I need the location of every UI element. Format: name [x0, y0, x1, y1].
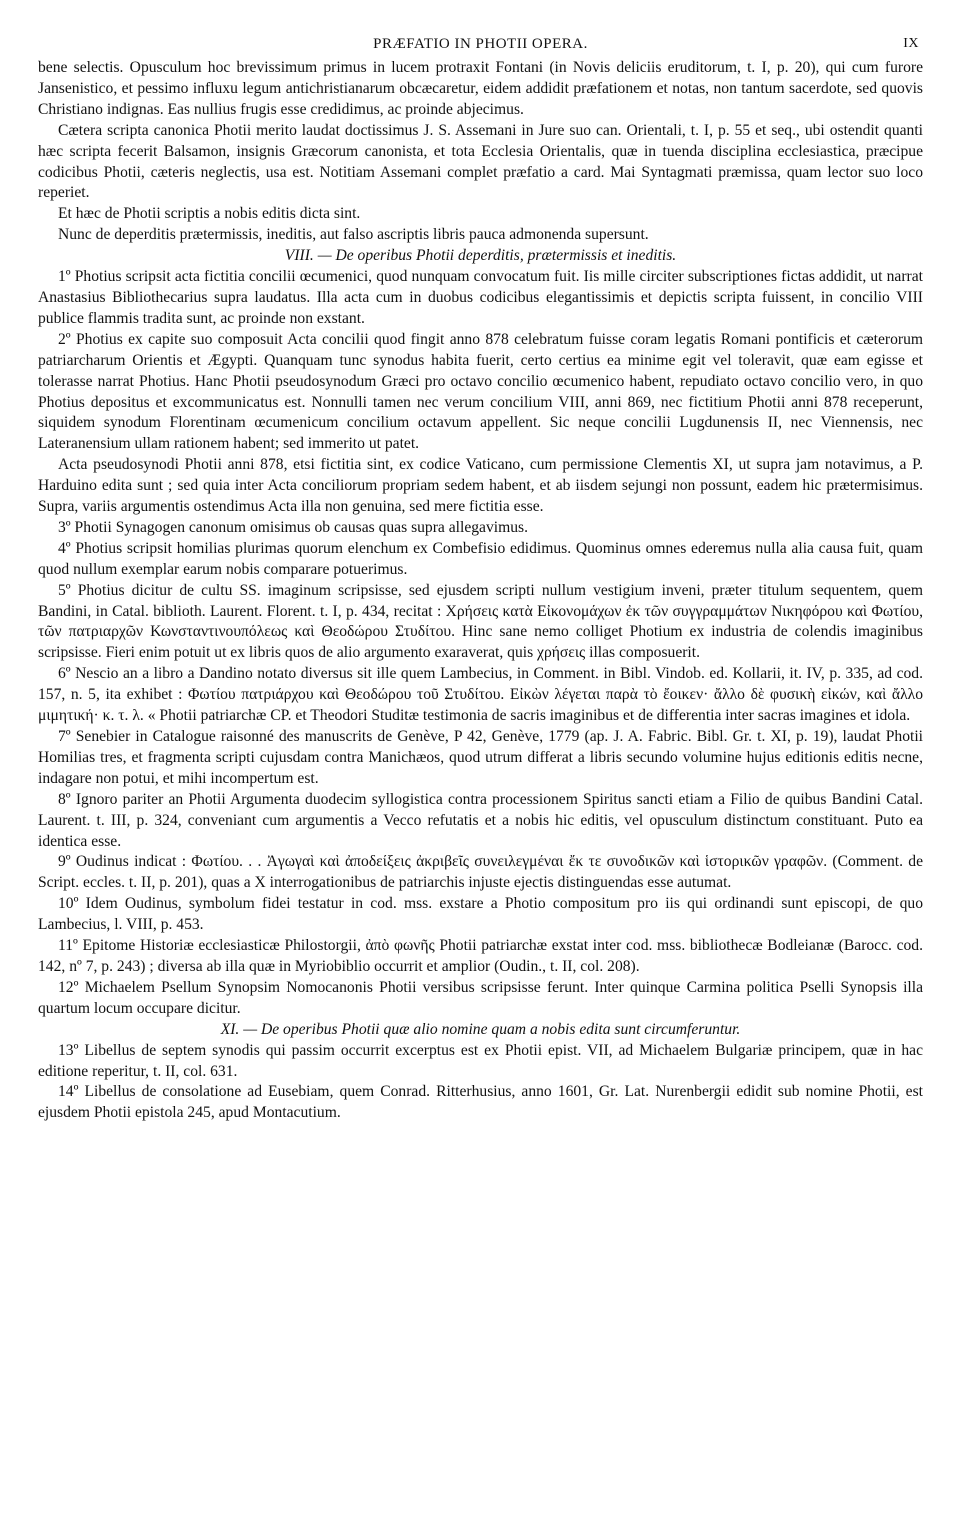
paragraph-item-5: 5º Photius dicitur de cultu SS. imaginum scripsisse, sed ejusdem scripti nullum vestigium inveni, præter titulum sequentem, quem Bandini, in Catal. biblioth. Laurent. Florent. t. I, p. 434, recitat : Χρήσεις κατὰ Εἰκονομάχων ἐκ τῶν συγγραμμάτων Νικηφόρου καὶ Φωτίου, τῶν πατριαρχῶν Κωνσταντινουπόλεως καὶ Θεοδώρου Στυδίτου. Hinc sane nemo colliget Photium ex industria de colendis imaginibus scripsisse. Fieri enim potuit ut ex libris quos de alio argumento exaraverat, quis χρήσεις illas composuerit. — [38, 581, 923, 662]
paragraph-item-2-continued: Acta pseudosynodi Photii anni 878, etsi fictitia sint, ex codice Vaticano, cum permissione Clementis XI, ut supra jam notavimus, a P. Harduino edita sunt ; sed quia inter Acta conciliorum propriam sedem habent, et ab iisdem sejungi non possunt, eadem hic prætermisimus. Supra, variis argumentis ostendimus Acta illa non genuina, sed mere fictitia esse. — [38, 456, 923, 516]
running-title: PRÆFATIO IN PHOTII OPERA. — [373, 36, 588, 52]
page-header — [38, 34, 923, 56]
section-heading-xi: XI. — De operibus Photii quæ alio nomine quam a nobis edita sunt circumferuntur. — [220, 1020, 741, 1038]
paragraph-item-14: 14º Libellus de consolatione ad Eusebiam, quem Conrad. Ritterhusius, anno 1601, Gr. Lat. Nurenbergii edidit sub nomine Photii, est ejusdem Photii epistola 245, apud Montacutium. — [38, 1083, 923, 1122]
paragraph-item-8: 8º Ignoro pariter an Photii Argumenta duodecim syllogistica contra processionem Spiritus sancti etiam a Filio de quibus Bandini Catal. Laurent. t. III, p. 324, conveniant cum argumentis a Vecco refutatis et a nobis hic editis, vel opusculum distinctum constituant. Puto ea identica esse. — [38, 790, 923, 850]
paragraph-item-12: 12º Michaelem Psellum Synopsim Nomocanonis Photii versibus scripsisse ferunt. Inter quinque Carmina politica Pselli Synopsis illa quartum locum occupare dicitur. — [38, 978, 923, 1017]
page-body — [38, 58, 923, 1124]
paragraph-item-7: 7º Senebier in Catalogue raisonné des manuscrits de Genève, P 42, Genève, 1779 (ap. J. A. Fabric. Bibl. Gr. t. XI, p. 19), laudat Photii Homilias tres, et fragmenta scripti cujusdam contra Manichæos, quod utrum differat a libris secundo volumine hujus editionis editis necne, indagare non potui, et mihi incompertum est. — [38, 728, 923, 787]
paragraph-item-11: 11º Epitome Historiæ ecclesiasticæ Philostorgii, ἀπὸ φωνῆς Photii patriarchæ exstat inter cod. mss. bibliothecæ Bodleianæ (Barocc. cod. 142, nº 7, p. 243) ; diversa ab illa quæ in Myriobiblio occurrit et amplior (Oudin., t. II, col. 208). — [38, 937, 923, 975]
paragraph-closing-remark: Et hæc de Photii scriptis a nobis editis dicta sint. — [58, 205, 361, 223]
section-heading-viii: VIII. — De operibus Photii deperditis, prætermissis et ineditis. — [284, 247, 677, 265]
paragraph-item-3: 3º Photii Synagogen canonum omisimus ob causas quas supra allegavimus. — [58, 518, 528, 536]
paragraph-continuation: bene selectis. Opusculum hoc brevissimum primus in lucem protraxit Fontani (in Novis deliciis eruditorum, t. I, p. 20), qui cum furore Jansenistico, et pessimo influxu legum antichristianarum obcæcaretur, eidem addidit præfationem et notas, non tantum sacerdote, sed quovis Christiano indignas. Eas nullius frugis esse credidimus, ac proinde abjecimus. — [38, 59, 923, 118]
paragraph-canonical-writings: Cætera scripta canonica Photii merito laudat doctissimus J. S. Assemani in Jure suo can. Orientali, t. I, p. 55 et seq., ubi ostendit quanti hæc scripta fecerit Balsamon, insignis Græcorum canonista, et tota Ecclesia Orientalis, quæ in tuenda disciplina ecclesiastica, præcipue codicibus Photii, cæteris neglectis, usa est. Notitiam Assemani complet præfatio a card. Mai Syntagmati præmissa, quam lector suo loco reperiet. — [38, 121, 923, 202]
paragraph-item-13: 13º Libellus de septem synodis qui passim occurrit excerptus est ex Photii epist. VII, ad Michaelem Bulgariæ principem, quæ in hac editione reperitur, t. II, col. 631. — [38, 1041, 923, 1080]
paragraph-item-6: 6º Nescio an a libro a Dandino notato diversus sit ille quem Lambecius, in Comment. in Bibl. Vindob. ed. Kollarii, it. IV, p. 335, ad cod. 157, n. 5, ita exhibet : Φωτίου πατριάρχου καὶ Θεοδώρου τοῦ Στυδίτου. Εἰκὼν λέγεται παρὰ τὸ ἔοικεν· ἄλλο δὲ φυσικὴ εἰκών, καὶ ἄλλο μιμητική· κ. τ. λ. « Photii patriarchæ CP. et Theodori Studitæ testimonia de sacris imaginibus et de differentia inter sacras imagines et idola. — [38, 665, 923, 725]
paragraph-item-1: 1º Photius scripsit acta fictitia concilii œcumenici, quod nunquam convocatum fuit. Iis mille circiter subscriptiones fictas addidit, ut narrat Anastasius Bibliothecarius supra laudatus. Illa acta cum in duobus codicibus elegantissimis et depictis scripta fuissent, in concilio VIII publice flammis tradita sunt, ac proinde non exstant. — [38, 268, 923, 327]
paragraph-item-9: 9º Oudinus indicat : Φωτίου. . . Ἀγωγαὶ καὶ ἀποδείξεις ἀκριβεῖς συνειλεγμέναι ἔκ τε συνοδικῶν καὶ ἱστορικῶν γραφῶν. (Comment. de Script. eccles. t. II, p. 201), quas a X interrogationibus de patriarchis injuste ejectis distinguendas esse autumat. — [38, 853, 923, 892]
page-number: IX — [903, 36, 919, 51]
paragraph-item-2: 2º Photius ex capite suo composuit Acta concilii quod fingit anno 878 celebratum fuisse coram legatis Romani pontificis et cæterorum patriarcharum Orientis et Ægypti. Quanquam tunc synodus habita fuerit, certo certius ea minime egit vel toleravit, quæ eam egisse et tolerasse narrat Photius. Hanc Photii pseudosynodum Græci pro octavo concilio œcumenico habent, repudiato octavo concilio vero, in quo Photius depositus et excommunicatus est. Nonnulli tamen nec verum concilium VIII, anni 869, nec fictitium Photii anni 878 receperunt, siquidem synodum Florentinam œcumenicum concilium octavum appellent. Sic neque concilii Lugdunensis II, nec Viennensis, nec Lateranensium ullam rationem habent; sed immerito ut patet. — [38, 330, 923, 453]
paragraph-transition: Nunc de deperditis prætermissis, ineditis, aut falso ascriptis libris pauca admonenda supersunt. — [58, 226, 649, 244]
paragraph-item-10: 10º Idem Oudinus, symbolum fidei testatur in cod. mss. exstare a Photio compositum pro iis qui ordinandi sunt episcopi, de quo Lambecius, l. VIII, p. 453. — [38, 895, 923, 934]
paragraph-item-4: 4º Photius scripsit homilias plurimas quorum elenchum ex Combefisio edidimus. Quominus omnes ederemus nulla alia causa fuit, quam quod nullum exemplar earum nobis comparare potuerimus. — [38, 539, 923, 578]
